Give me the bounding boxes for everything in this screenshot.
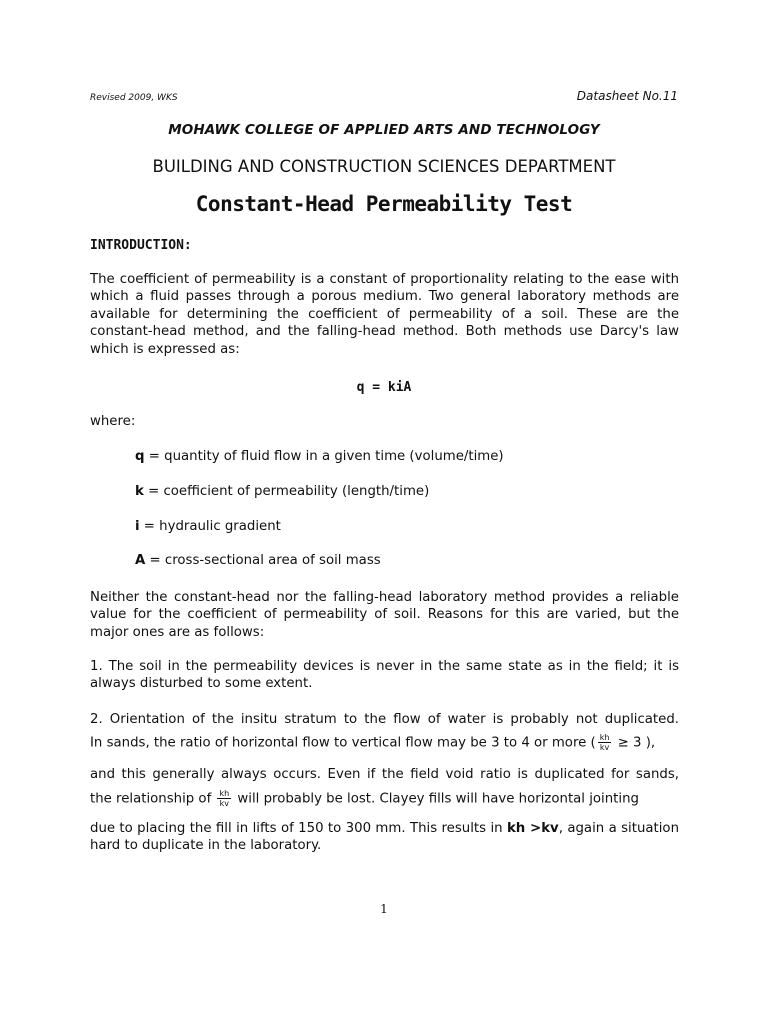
- kh-kv-relation: kh >kv: [506, 821, 559, 836]
- page-number: 1: [380, 902, 388, 916]
- definition-symbol: k: [135, 484, 144, 499]
- reason-2-text: In sands, the ratio of horizontal flow to vertical flow may be 3 to 4 or more (: [90, 735, 596, 751]
- reason-2-line-4: [90, 789, 679, 808]
- where-label: where:: [90, 414, 136, 429]
- definition-k: [135, 484, 429, 499]
- reason-2-text: will probably be lost. Clayey fills will have horizontal jointing: [237, 791, 639, 807]
- reason-2-line-2: [90, 733, 679, 752]
- fraction-denominator: kv: [219, 799, 230, 808]
- college-name: MOHAWK COLLEGE OF APPLIED ARTS AND TECHNOLOGY: [168, 122, 600, 138]
- fraction-numerator: kh: [599, 733, 610, 742]
- definition-text: = coefficient of permeability (length/time): [143, 484, 430, 499]
- definition-symbol: A: [135, 553, 146, 568]
- intro-heading: INTRODUCTION:: [90, 238, 192, 253]
- reason-2-text: ≥ 3 ),: [613, 735, 656, 751]
- reason-2-line-6: hard to duplicate in the laboratory.: [90, 838, 322, 853]
- reason-2-text: the relationship of: [90, 791, 212, 807]
- definition-text: = quantity of fluid flow in a given time (volume/time): [144, 449, 504, 464]
- definition-text: = cross-sectional area of soil mass: [145, 553, 381, 568]
- definition-q: [135, 449, 504, 464]
- fraction-numerator: kh: [219, 789, 230, 798]
- kh-kv-fraction: [217, 789, 231, 808]
- definition-symbol: i: [135, 519, 140, 534]
- definition-a: [135, 553, 381, 568]
- reason-2-line-1: 2. Orientation of the insitu stratum to the flow of water is probably not duplicated.: [90, 712, 679, 727]
- document-title: Constant-Head Permeability Test: [195, 192, 573, 216]
- reason-2-text: due to placing the fill in lifts of 150 to 300 mm. This results in: [90, 821, 507, 836]
- revision-note: Revised 2009, WKS: [90, 93, 178, 103]
- department-name: BUILDING AND CONSTRUCTION SCIENCES DEPARTMENT: [152, 157, 616, 176]
- reliability-paragraph: Neither the constant-head nor the falling-head laboratory method provides a reliable value for the coefficient of permeability of soil. Reasons for this are varied, but the major ones are as follows:: [90, 590, 679, 640]
- darcy-formula: q = kiA: [356, 380, 412, 395]
- definition-symbol: q: [135, 449, 145, 464]
- fraction-denominator: kv: [599, 743, 610, 752]
- reason-2-text: , again a situation: [558, 821, 679, 836]
- intro-paragraph: The coefficient of permeability is a constant of proportionality relating to the ease with which a fluid passes through a porous medium. Two general laboratory methods are available for determining the coefficient of permeability of a soil. These are the constant-head method, and the falling-head method. Both methods use Darcy's law which is expressed as:: [90, 272, 679, 357]
- datasheet-number: Datasheet No.11: [576, 89, 678, 103]
- kh-kv-fraction: [598, 733, 612, 752]
- definition-text: = hydraulic gradient: [139, 519, 281, 534]
- reason-1-paragraph: 1. The soil in the permeability devices is never in the same state as in the field; it is always disturbed to some extent.: [90, 659, 679, 692]
- reason-2-line-5: [90, 821, 679, 836]
- definition-i: [135, 519, 281, 534]
- reason-2-line-3: and this generally always occurs. Even if the field void ratio is duplicated for sands,: [90, 767, 679, 782]
